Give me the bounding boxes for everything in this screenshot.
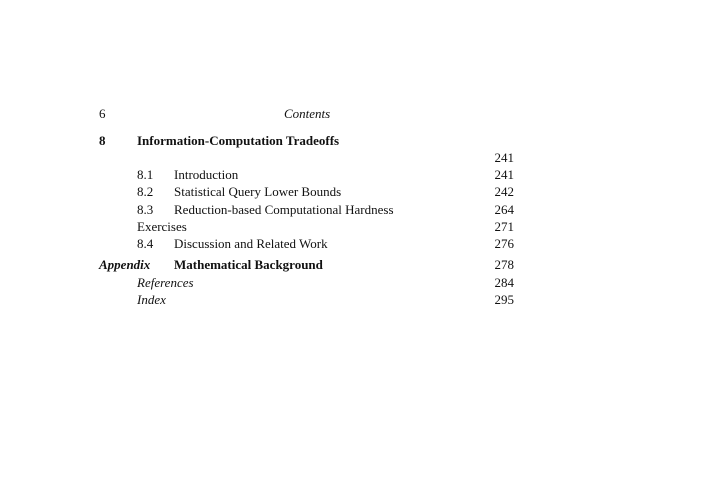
section-page: 264	[494, 202, 514, 217]
appendix-title[interactable]: Mathematical Background	[174, 257, 323, 272]
section-page: 276	[494, 236, 514, 251]
section-title[interactable]: Reduction-based Computational Hardness	[174, 202, 394, 217]
references-page: 284	[494, 275, 514, 290]
page-number: 6	[99, 106, 106, 121]
chapter-number: 8	[99, 133, 106, 148]
section-number: 8.4	[137, 236, 154, 251]
exercises-title[interactable]: Exercises	[137, 219, 187, 234]
section-number: 8.1	[137, 167, 154, 182]
section-number: 8.2	[137, 184, 154, 199]
section-page: 242	[494, 184, 514, 199]
chapter-title[interactable]: Information-Computation Tradeoffs	[137, 133, 340, 148]
running-title: Contents	[284, 106, 331, 121]
index-title[interactable]: Index	[137, 292, 166, 307]
references-title[interactable]: References	[137, 275, 194, 290]
section-page: 241	[494, 167, 514, 182]
section-number: 8.3	[137, 202, 154, 217]
chapter-page: 241	[494, 150, 514, 165]
appendix-page: 278	[494, 257, 514, 272]
section-title[interactable]: Introduction	[174, 167, 239, 182]
exercises-page: 271	[494, 219, 514, 234]
section-title[interactable]: Discussion and Related Work	[174, 236, 328, 251]
index-page: 295	[494, 292, 514, 307]
section-title[interactable]: Statistical Query Lower Bounds	[174, 184, 342, 199]
appendix-label: Appendix	[99, 257, 151, 272]
